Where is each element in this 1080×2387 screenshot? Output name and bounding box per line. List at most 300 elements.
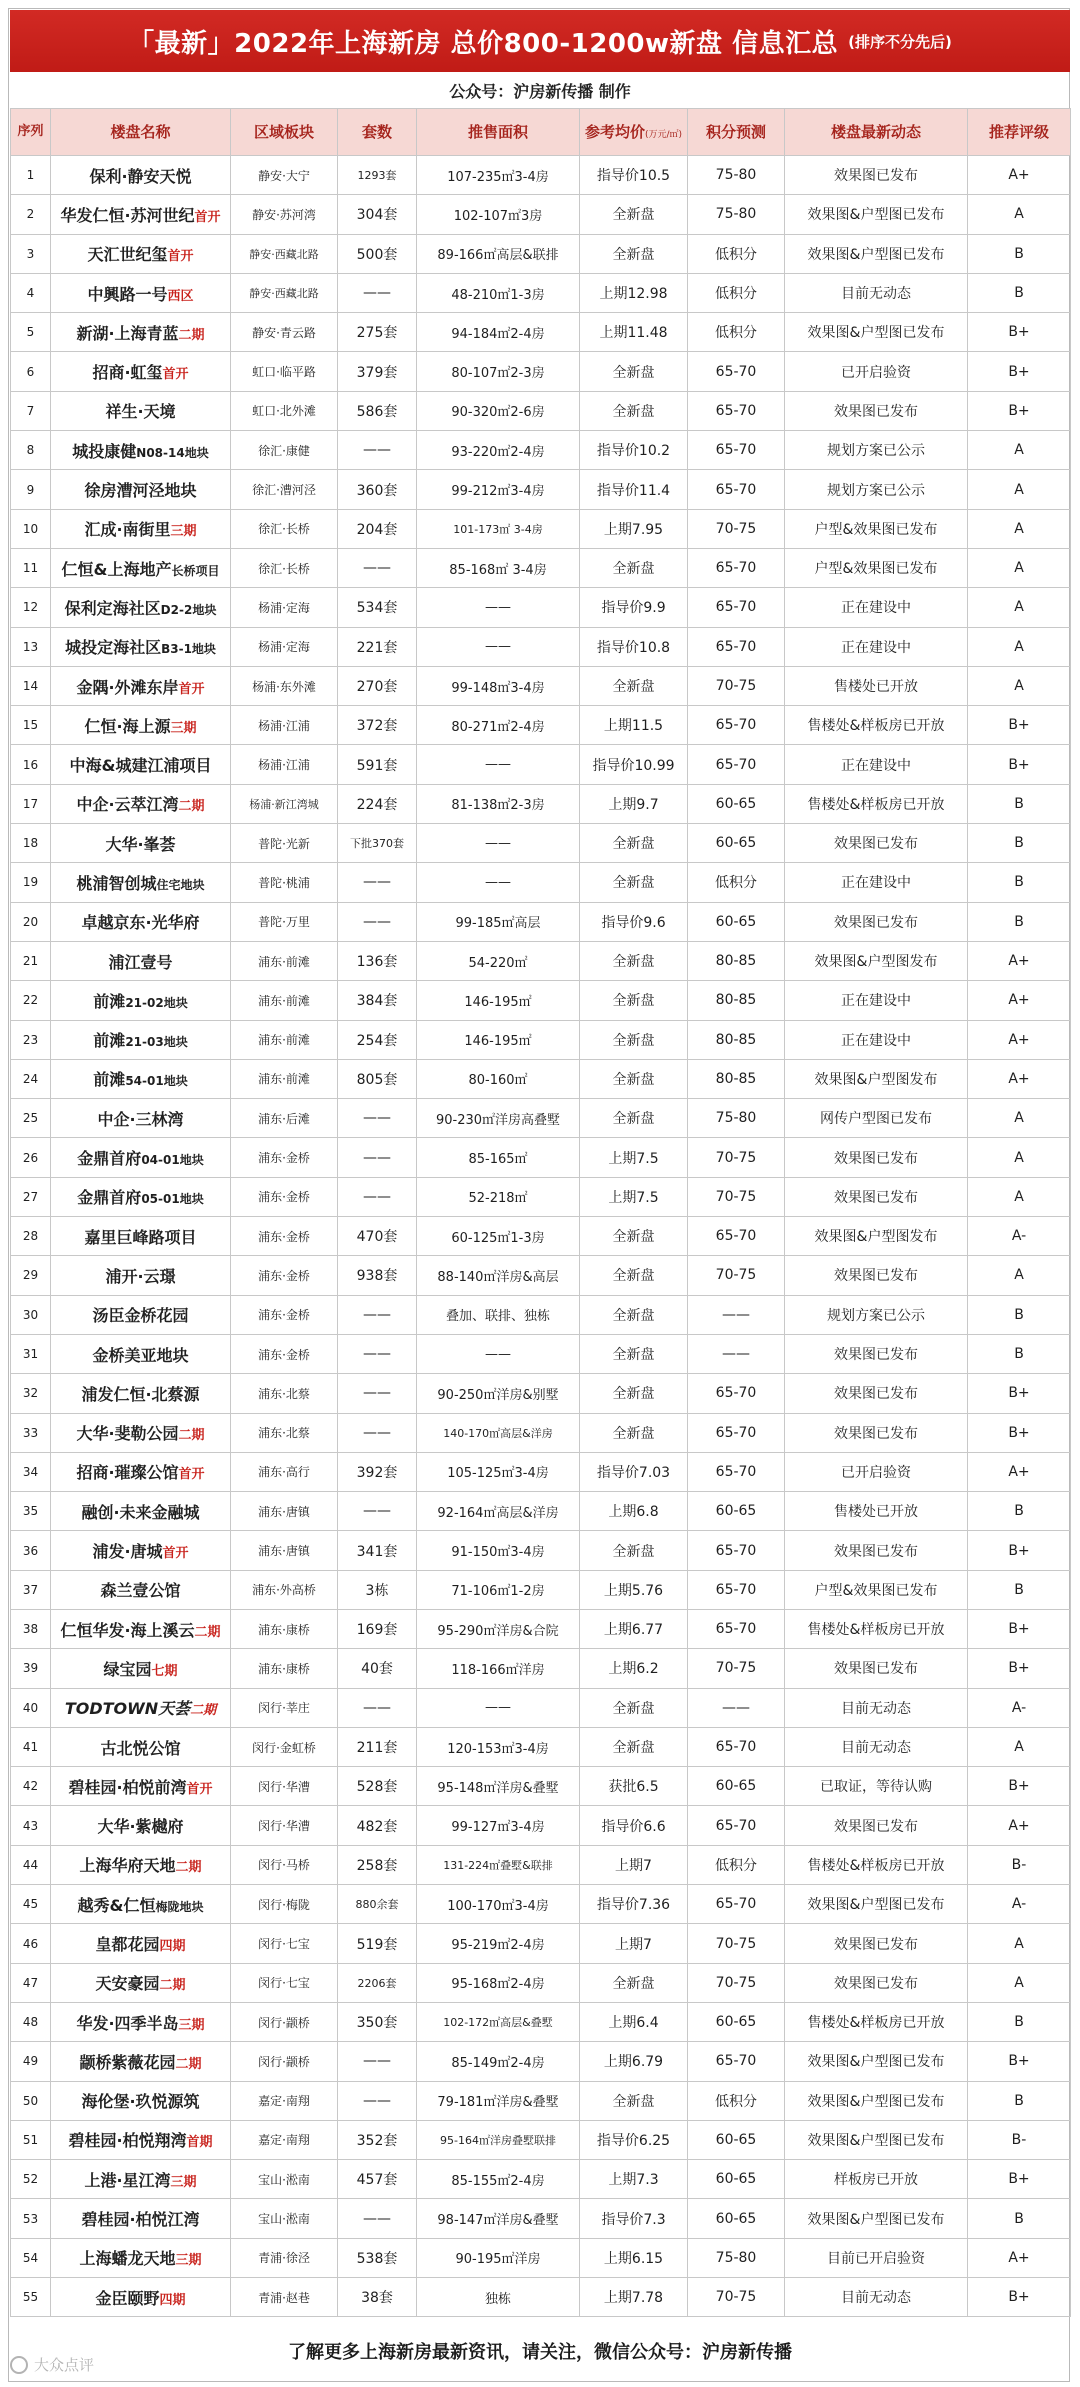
cell-rating: A	[968, 470, 1071, 509]
cell-area: 88-140㎡洋房&高层	[417, 1256, 580, 1295]
cell-seq: 1	[11, 156, 51, 195]
cell-project-name	[51, 1688, 231, 1727]
cell-status: 效果图已发布	[785, 1924, 968, 1963]
cell-area: 48-210㎡1-3房	[417, 273, 580, 312]
cell-area: 85-155㎡2-4房	[417, 2160, 580, 2199]
cell-price: 指导价6.6	[580, 1806, 688, 1845]
cell-price: 指导价9.9	[580, 588, 688, 627]
cell-units: ——	[338, 2042, 417, 2081]
project-name: 上海蟠龙天地	[79, 2249, 176, 2269]
cell-units: 258套	[338, 1845, 417, 1884]
cell-region: 闵行·颛桥	[231, 2002, 338, 2041]
project-name: 仁恒华发·海上溪云	[60, 1620, 195, 1640]
cell-score: 65-70	[688, 391, 785, 430]
project-name: 前滩	[93, 1031, 126, 1051]
cell-price: 上期12.98	[580, 273, 688, 312]
cell-status: 售楼处已开放	[785, 1492, 968, 1531]
cell-units: ——	[338, 1295, 417, 1334]
cell-units: ——	[338, 1374, 417, 1413]
cell-seq: 5	[11, 313, 51, 352]
cell-units: ——	[338, 1334, 417, 1373]
cell-project-name	[51, 1059, 231, 1098]
table-row	[11, 1295, 1071, 1334]
cell-region: 浦东·外高桥	[231, 1570, 338, 1609]
cell-rating: A+	[968, 1452, 1071, 1491]
cell-area: 102-107㎡3房	[417, 195, 580, 234]
cell-area: 81-138㎡2-3房	[417, 784, 580, 823]
cell-seq: 47	[11, 1963, 51, 2002]
cell-region: 徐汇·长桥	[231, 548, 338, 587]
cell-project-name	[51, 1217, 231, 1256]
table-row	[11, 1531, 1071, 1570]
table-row	[11, 1688, 1071, 1727]
table-row	[11, 1649, 1071, 1688]
header-name: 楼盘名称	[51, 109, 231, 156]
cell-seq: 54	[11, 2238, 51, 2277]
cell-price: 上期6.4	[580, 2002, 688, 2041]
cell-score: 70-75	[688, 1924, 785, 1963]
page-subtitle: 公众号：沪房新传播 制作	[449, 81, 631, 101]
cell-area: 146-195㎡	[417, 1020, 580, 1059]
table-row	[11, 2002, 1071, 2041]
cell-project-name	[51, 1767, 231, 1806]
table-row	[11, 2042, 1071, 2081]
cell-units: 341套	[338, 1531, 417, 1570]
cell-project-name	[51, 1177, 231, 1216]
cell-price: 指导价10.2	[580, 431, 688, 470]
cell-region: 普陀·万里	[231, 902, 338, 941]
cell-rating: B+	[968, 1767, 1071, 1806]
cell-score: 75-80	[688, 195, 785, 234]
cell-region: 浦东·北蔡	[231, 1413, 338, 1452]
table-row	[11, 1334, 1071, 1373]
project-name: 浦发仁恒·北蔡源	[81, 1384, 200, 1404]
cell-rating: B+	[968, 1609, 1071, 1648]
cell-status: 效果图已发布	[785, 1177, 968, 1216]
cell-project-name	[51, 1609, 231, 1648]
project-name: 碧桂园·柏悦翔湾	[68, 2131, 187, 2151]
cell-project-name	[51, 863, 231, 902]
table-row	[11, 863, 1071, 902]
table-row	[11, 1413, 1071, 1452]
cell-region: 静安·青云路	[231, 313, 338, 352]
cell-area: 叠加、联排、独栋	[417, 1295, 580, 1334]
cell-seq: 39	[11, 1649, 51, 1688]
cell-price: 全新盘	[580, 1688, 688, 1727]
project-phase: 二期	[175, 1860, 202, 1876]
project-phase: 二期	[159, 1978, 186, 1994]
cell-rating: B	[968, 1334, 1071, 1373]
cell-score: 65-70	[688, 2042, 785, 2081]
table-row	[11, 1963, 1071, 2002]
project-phase: 西区	[167, 288, 194, 304]
cell-score: 75-80	[688, 2238, 785, 2277]
cell-units: 275套	[338, 313, 417, 352]
cell-area: 98-147㎡洋房&叠墅	[417, 2199, 580, 2238]
cell-rating: B+	[968, 2042, 1071, 2081]
title-note: (排序不分先后)	[848, 32, 952, 51]
cell-score: 70-75	[688, 1649, 785, 1688]
cell-project-name	[51, 1374, 231, 1413]
table-row	[11, 1924, 1071, 1963]
project-name: 祥生·天境	[105, 402, 176, 422]
table-row	[11, 1492, 1071, 1531]
cell-project-name	[51, 2278, 231, 2317]
cell-status: 效果图已发布	[785, 1649, 968, 1688]
cell-region: 浦东·前滩	[231, 1059, 338, 1098]
cell-units: 482套	[338, 1806, 417, 1845]
project-name: 金臣颐野	[95, 2288, 160, 2308]
cell-seq: 4	[11, 273, 51, 312]
cell-seq: 49	[11, 2042, 51, 2081]
project-name: 中企·云萃江湾	[76, 795, 179, 815]
cell-units: 221套	[338, 627, 417, 666]
cell-project-name	[51, 784, 231, 823]
table-row	[11, 627, 1071, 666]
cell-area: 80-160㎡	[417, 1059, 580, 1098]
cell-project-name	[51, 666, 231, 705]
cell-rating: B+	[968, 391, 1071, 430]
project-phase: 七期	[151, 1663, 178, 1679]
project-phase: 四期	[159, 2292, 186, 2308]
cell-project-name	[51, 902, 231, 941]
cell-price: 全新盘	[580, 1531, 688, 1570]
cell-seq: 53	[11, 2199, 51, 2238]
header-score: 积分预测	[688, 109, 785, 156]
cell-score: 65-70	[688, 1609, 785, 1648]
cell-score: 75-80	[688, 1099, 785, 1138]
project-name: 碧桂园·柏悦前湾	[68, 1777, 187, 1797]
cell-region: 浦东·金桥	[231, 1138, 338, 1177]
cell-status: 效果图已发布	[785, 1256, 968, 1295]
cell-seq: 55	[11, 2278, 51, 2317]
project-phase: 三期	[170, 524, 197, 540]
cell-score: 低积分	[688, 863, 785, 902]
cell-rating: A+	[968, 2238, 1071, 2277]
project-phase: 二期	[194, 1624, 221, 1640]
cell-rating: A	[968, 548, 1071, 587]
project-name: 大华·峯荟	[105, 834, 176, 854]
cell-units: 805套	[338, 1059, 417, 1098]
project-phase: 四期	[159, 1939, 186, 1954]
cell-region: 浦东·前滩	[231, 981, 338, 1020]
cell-units: ——	[338, 431, 417, 470]
cell-project-name	[51, 509, 231, 548]
table-row	[11, 313, 1071, 352]
cell-rating: B	[968, 2199, 1071, 2238]
cell-region: 浦东·金桥	[231, 1256, 338, 1295]
cell-seq: 40	[11, 1688, 51, 1727]
cell-units: 538套	[338, 2238, 417, 2277]
cell-status: 售楼处&样板房已开放	[785, 1609, 968, 1648]
cell-area: 90-195㎡洋房	[417, 2238, 580, 2277]
cell-project-name	[51, 548, 231, 587]
cell-price: 上期9.7	[580, 784, 688, 823]
project-name: 仁恒·海上源	[84, 716, 171, 736]
cell-rating: A	[968, 627, 1071, 666]
cell-seq: 22	[11, 981, 51, 1020]
cell-score: 60-65	[688, 902, 785, 941]
cell-price: 指导价10.8	[580, 627, 688, 666]
project-name: 汤臣金桥花园	[92, 1306, 189, 1326]
cell-score: 70-75	[688, 1138, 785, 1177]
cell-rating: A-	[968, 1885, 1071, 1924]
project-name: 中興路一号	[87, 284, 168, 304]
cell-area: 60-125㎡1-3房	[417, 1217, 580, 1256]
cell-area: 80-107㎡2-3房	[417, 352, 580, 391]
cell-price: 全新盘	[580, 352, 688, 391]
cell-area: 93-220㎡2-4房	[417, 431, 580, 470]
cell-rating: A	[968, 431, 1071, 470]
cell-price: 全新盘	[580, 234, 688, 273]
cell-price: 全新盘	[580, 1099, 688, 1138]
cell-region: 闵行·马桥	[231, 1845, 338, 1884]
cell-score: 65-70	[688, 470, 785, 509]
cell-project-name	[51, 313, 231, 352]
cell-area: ——	[417, 863, 580, 902]
cell-price: 全新盘	[580, 1295, 688, 1334]
cell-project-name	[51, 706, 231, 745]
table-row	[11, 1767, 1071, 1806]
cell-seq: 27	[11, 1177, 51, 1216]
cell-project-name	[51, 981, 231, 1020]
cell-price: 全新盘	[580, 1059, 688, 1098]
table-row	[11, 1609, 1071, 1648]
cell-price: 全新盘	[580, 1963, 688, 2002]
cell-price: 全新盘	[580, 1727, 688, 1766]
cell-rating: A	[968, 588, 1071, 627]
header-rating: 推荐评级	[968, 109, 1071, 156]
cell-score: 65-70	[688, 1217, 785, 1256]
project-name: 海伦堡·玖悦源筑	[81, 2092, 200, 2112]
cell-rating: B+	[968, 2160, 1071, 2199]
cell-area: ——	[417, 745, 580, 784]
cell-region: 浦东·前滩	[231, 941, 338, 980]
cell-area: 95-164㎡洋房叠墅联排	[417, 2120, 580, 2159]
cell-rating: A+	[968, 1020, 1071, 1059]
cell-area: ——	[417, 627, 580, 666]
cell-project-name	[51, 195, 231, 234]
cell-score: 70-75	[688, 1963, 785, 2002]
project-name: 金鼎首府	[77, 1188, 142, 1208]
cell-seq: 2	[11, 195, 51, 234]
table-row	[11, 1845, 1071, 1884]
cell-price: 上期11.48	[580, 313, 688, 352]
cell-units: 2206套	[338, 1963, 417, 2002]
cell-status: 效果图&户型图已发布	[785, 1885, 968, 1924]
cell-area: 85-149㎡2-4房	[417, 2042, 580, 2081]
cell-price: 全新盘	[580, 391, 688, 430]
cell-score: 低积分	[688, 1845, 785, 1884]
project-phase: 首开	[167, 249, 194, 265]
table-row	[11, 1806, 1071, 1845]
cell-seq: 11	[11, 548, 51, 587]
cell-project-name	[51, 2238, 231, 2277]
cell-area: 99-148㎡3-4房	[417, 666, 580, 705]
cell-region: 嘉定·南翔	[231, 2081, 338, 2120]
cell-region: 浦东·金桥	[231, 1177, 338, 1216]
cell-score: ——	[688, 1334, 785, 1373]
cell-project-name	[51, 588, 231, 627]
cell-score: 80-85	[688, 1020, 785, 1059]
cell-region: 嘉定·南翔	[231, 2120, 338, 2159]
cell-rating: B	[968, 273, 1071, 312]
cell-status: 正在建设中	[785, 745, 968, 784]
cell-score: 60-65	[688, 824, 785, 863]
project-name: 金隅·外滩东岸	[76, 677, 179, 697]
project-plot: D2-2地块	[160, 602, 217, 617]
cell-area: 80-271㎡2-4房	[417, 706, 580, 745]
cell-status: 售楼处&样板房已开放	[785, 706, 968, 745]
cell-units: 352套	[338, 2120, 417, 2159]
table-row	[11, 273, 1071, 312]
cell-price: 上期7	[580, 1924, 688, 1963]
cell-seq: 17	[11, 784, 51, 823]
project-phase: 三期	[175, 2253, 202, 2269]
cell-score: 70-75	[688, 1177, 785, 1216]
project-plot: N08-14地块	[136, 445, 209, 460]
cell-seq: 8	[11, 431, 51, 470]
header-price-label: 参考均价	[584, 122, 645, 141]
project-phase: 首期	[186, 2135, 213, 2151]
table-row	[11, 431, 1071, 470]
cell-score: 65-70	[688, 1570, 785, 1609]
project-name: 大华·斐勒公园	[76, 1424, 179, 1444]
cell-area: 89-166㎡高层&联排	[417, 234, 580, 273]
cell-seq: 30	[11, 1295, 51, 1334]
cell-status: 已开启验资	[785, 1452, 968, 1491]
cell-status: 效果图已发布	[785, 1531, 968, 1570]
cell-project-name	[51, 1963, 231, 2002]
cell-units: 211套	[338, 1727, 417, 1766]
cell-status: 已开启验资	[785, 352, 968, 391]
cell-units: 534套	[338, 588, 417, 627]
cell-area: 131-224㎡叠墅&联排	[417, 1845, 580, 1884]
cell-score: 60-65	[688, 784, 785, 823]
cell-project-name	[51, 352, 231, 391]
cell-rating: A+	[968, 941, 1071, 980]
project-name: 华发·四季半岛	[76, 2013, 179, 2033]
cell-seq: 23	[11, 1020, 51, 1059]
cell-project-name	[51, 1492, 231, 1531]
cell-units: ——	[338, 2081, 417, 2120]
cell-status: 目前已开启验资	[785, 2238, 968, 2277]
cell-seq: 51	[11, 2120, 51, 2159]
cell-status: 正在建设中	[785, 627, 968, 666]
cell-price: 指导价7.03	[580, 1452, 688, 1491]
cell-region: 杨浦·江浦	[231, 745, 338, 784]
table-row	[11, 195, 1071, 234]
cell-seq: 52	[11, 2160, 51, 2199]
cell-project-name	[51, 273, 231, 312]
cell-status: 效果图&户型图已发布	[785, 195, 968, 234]
cell-project-name	[51, 2002, 231, 2041]
cell-rating: A	[968, 1138, 1071, 1177]
cell-region: 静安·西藏北路	[231, 234, 338, 273]
cell-project-name	[51, 391, 231, 430]
table-row	[11, 784, 1071, 823]
cell-area: ——	[417, 588, 580, 627]
cell-price: 上期7.5	[580, 1177, 688, 1216]
cell-status: 效果图&户型图已发布	[785, 313, 968, 352]
cell-rating: A	[968, 1099, 1071, 1138]
cell-status: 效果图&户型图已发布	[785, 234, 968, 273]
cell-region: 浦东·金桥	[231, 1295, 338, 1334]
project-name: 中海&城建江浦项目	[69, 756, 212, 776]
cell-rating: A	[968, 1963, 1071, 2002]
cell-project-name	[51, 1452, 231, 1491]
cell-units: 457套	[338, 2160, 417, 2199]
project-name: 中企·三林湾	[97, 1109, 184, 1129]
cell-status: 规划方案已公示	[785, 431, 968, 470]
cell-project-name	[51, 745, 231, 784]
cell-status: 售楼处&样板房已开放	[785, 1845, 968, 1884]
project-name: 浦开·云璟	[105, 1266, 176, 1286]
cell-area: ——	[417, 1334, 580, 1373]
cell-units: ——	[338, 2199, 417, 2238]
cell-seq: 24	[11, 1059, 51, 1098]
project-phase: 首开	[194, 209, 221, 225]
cell-score: ——	[688, 1688, 785, 1727]
cell-price: 上期6.8	[580, 1492, 688, 1531]
project-name: 越秀&仁恒	[77, 1895, 156, 1915]
cell-area: 95-168㎡2-4房	[417, 1963, 580, 2002]
cell-project-name	[51, 1531, 231, 1570]
project-name: 华发仁恒·苏河世纪	[60, 205, 195, 225]
cell-project-name	[51, 1413, 231, 1452]
cell-seq: 6	[11, 352, 51, 391]
cell-price: 指导价7.3	[580, 2199, 688, 2238]
cell-score: 65-70	[688, 1413, 785, 1452]
cell-price: 获批6.5	[580, 1767, 688, 1806]
cell-rating: B	[968, 2002, 1071, 2041]
table-row	[11, 391, 1071, 430]
header-price	[580, 109, 688, 156]
cell-rating: B	[968, 2081, 1071, 2120]
cell-seq: 45	[11, 1885, 51, 1924]
cell-area: 85-165㎡	[417, 1138, 580, 1177]
cell-region: 徐汇·漕河泾	[231, 470, 338, 509]
cell-seq: 21	[11, 941, 51, 980]
cell-area: 90-230㎡洋房高叠墅	[417, 1099, 580, 1138]
table-row	[11, 666, 1071, 705]
cell-rating: B-	[968, 1845, 1071, 1884]
cell-status: 户型&效果图已发布	[785, 548, 968, 587]
cell-area: 90-320㎡2-6房	[417, 391, 580, 430]
watermark-text: 大众点评	[34, 2356, 95, 2374]
cell-rating: B	[968, 824, 1071, 863]
cell-rating: B	[968, 902, 1071, 941]
cell-area: 90-250㎡洋房&别墅	[417, 1374, 580, 1413]
cell-project-name	[51, 234, 231, 273]
cell-status: 效果图已发布	[785, 1334, 968, 1373]
cell-project-name	[51, 470, 231, 509]
cell-units: ——	[338, 548, 417, 587]
cell-units: 169套	[338, 1609, 417, 1648]
cell-region: 静安·大宁	[231, 156, 338, 195]
table-header-row	[11, 109, 1071, 156]
project-phase: 首开	[162, 1546, 189, 1562]
cell-region: 浦东·金桥	[231, 1217, 338, 1256]
cell-region: 普陀·桃浦	[231, 863, 338, 902]
cell-units: 938套	[338, 1256, 417, 1295]
cell-area: 100-170㎡3-4房	[417, 1885, 580, 1924]
project-phase: 首开	[162, 367, 189, 383]
cell-price: 全新盘	[580, 666, 688, 705]
table-row	[11, 1099, 1071, 1138]
cell-seq: 18	[11, 824, 51, 863]
cell-area: 79-181㎡洋房&叠墅	[417, 2081, 580, 2120]
